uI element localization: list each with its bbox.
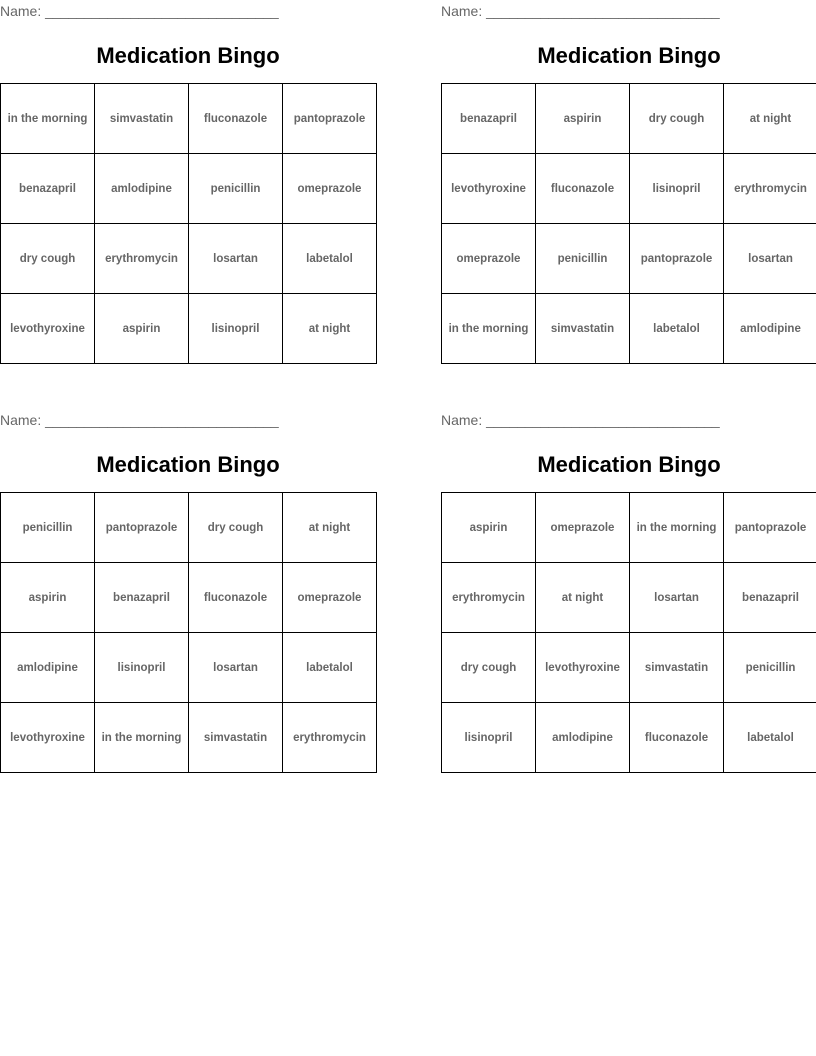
grid-row — [442, 493, 816, 563]
bingo-grid — [0, 83, 377, 364]
grid-cell: simvastatin — [95, 84, 189, 154]
grid-cell: erythromycin — [442, 563, 536, 633]
card-title: Medication Bingo — [96, 452, 280, 477]
grid-cell: pantoprazole — [283, 84, 377, 154]
grid-cell: dry cough — [630, 84, 724, 154]
grid-cell: aspirin — [442, 493, 536, 563]
grid-cell: amlodipine — [95, 154, 189, 224]
grid-cell: penicillin — [724, 633, 816, 703]
grid-cell: pantoprazole — [630, 224, 724, 294]
grid-row — [1, 294, 377, 364]
grid-cell: penicillin — [536, 224, 630, 294]
grid-cell: aspirin — [536, 84, 630, 154]
grid-cell: levothyroxine — [1, 294, 95, 364]
grid-cell: losartan — [189, 224, 283, 294]
grid-row — [442, 633, 816, 703]
grid-row — [442, 84, 816, 154]
grid-cell: erythromycin — [283, 703, 377, 773]
grid-cell: pantoprazole — [724, 493, 816, 563]
card-title: Medication Bingo — [537, 43, 721, 68]
grid-cell: erythromycin — [724, 154, 816, 224]
grid-row — [1, 703, 377, 773]
grid-row — [442, 224, 816, 294]
grid-cell: in the morning — [442, 294, 536, 364]
grid-cell: penicillin — [1, 493, 95, 563]
grid-cell: levothyroxine — [442, 154, 536, 224]
grid-cell: amlodipine — [536, 703, 630, 773]
grid-row — [1, 84, 377, 154]
grid-cell: at night — [724, 84, 816, 154]
name-field[interactable]: Name: ______________________________ — [441, 412, 720, 428]
grid-row — [1, 224, 377, 294]
grid-row — [442, 703, 816, 773]
grid-cell: lisinopril — [630, 154, 724, 224]
grid-row — [1, 633, 377, 703]
grid-cell: levothyroxine — [536, 633, 630, 703]
grid-cell: in the morning — [630, 493, 724, 563]
grid-cell: aspirin — [95, 294, 189, 364]
name-field[interactable]: Name: ______________________________ — [0, 3, 279, 19]
grid-cell: labetalol — [630, 294, 724, 364]
grid-cell: in the morning — [1, 84, 95, 154]
grid-cell: benazapril — [442, 84, 536, 154]
grid-cell: simvastatin — [189, 703, 283, 773]
grid-cell: dry cough — [189, 493, 283, 563]
grid-row — [442, 154, 816, 224]
grid-cell: labetalol — [724, 703, 816, 773]
card-title: Medication Bingo — [537, 452, 721, 477]
grid-cell: aspirin — [1, 563, 95, 633]
grid-cell: fluconazole — [536, 154, 630, 224]
grid-cell: levothyroxine — [1, 703, 95, 773]
grid-cell: pantoprazole — [95, 493, 189, 563]
grid-cell: labetalol — [283, 224, 377, 294]
grid-cell: simvastatin — [536, 294, 630, 364]
grid-cell: erythromycin — [95, 224, 189, 294]
grid-cell: omeprazole — [283, 154, 377, 224]
grid-row — [442, 563, 816, 633]
grid-row — [1, 493, 377, 563]
grid-cell: fluconazole — [189, 563, 283, 633]
card-title: Medication Bingo — [96, 43, 280, 68]
grid-cell: losartan — [630, 563, 724, 633]
name-field[interactable]: Name: ______________________________ — [0, 412, 279, 428]
grid-cell: dry cough — [442, 633, 536, 703]
grid-cell: amlodipine — [1, 633, 95, 703]
bingo-grid — [441, 83, 816, 364]
name-field[interactable]: Name: ______________________________ — [441, 3, 720, 19]
grid-cell: penicillin — [189, 154, 283, 224]
grid-cell: simvastatin — [630, 633, 724, 703]
grid-cell: in the morning — [95, 703, 189, 773]
grid-cell: benazapril — [724, 563, 816, 633]
grid-cell: lisinopril — [442, 703, 536, 773]
grid-cell: losartan — [724, 224, 816, 294]
grid-cell: omeprazole — [283, 563, 377, 633]
bingo-grid — [0, 492, 377, 773]
grid-cell: lisinopril — [95, 633, 189, 703]
grid-cell: omeprazole — [536, 493, 630, 563]
grid-cell: amlodipine — [724, 294, 816, 364]
grid-cell: fluconazole — [189, 84, 283, 154]
grid-cell: benazapril — [1, 154, 95, 224]
grid-cell: lisinopril — [189, 294, 283, 364]
grid-row — [1, 563, 377, 633]
grid-cell: labetalol — [283, 633, 377, 703]
grid-cell: fluconazole — [630, 703, 724, 773]
grid-cell: at night — [283, 294, 377, 364]
grid-cell: omeprazole — [442, 224, 536, 294]
grid-row — [442, 294, 816, 364]
grid-row — [1, 154, 377, 224]
grid-cell: benazapril — [95, 563, 189, 633]
bingo-grid — [441, 492, 816, 773]
grid-cell: at night — [283, 493, 377, 563]
grid-cell: at night — [536, 563, 630, 633]
grid-cell: dry cough — [1, 224, 95, 294]
grid-cell: losartan — [189, 633, 283, 703]
